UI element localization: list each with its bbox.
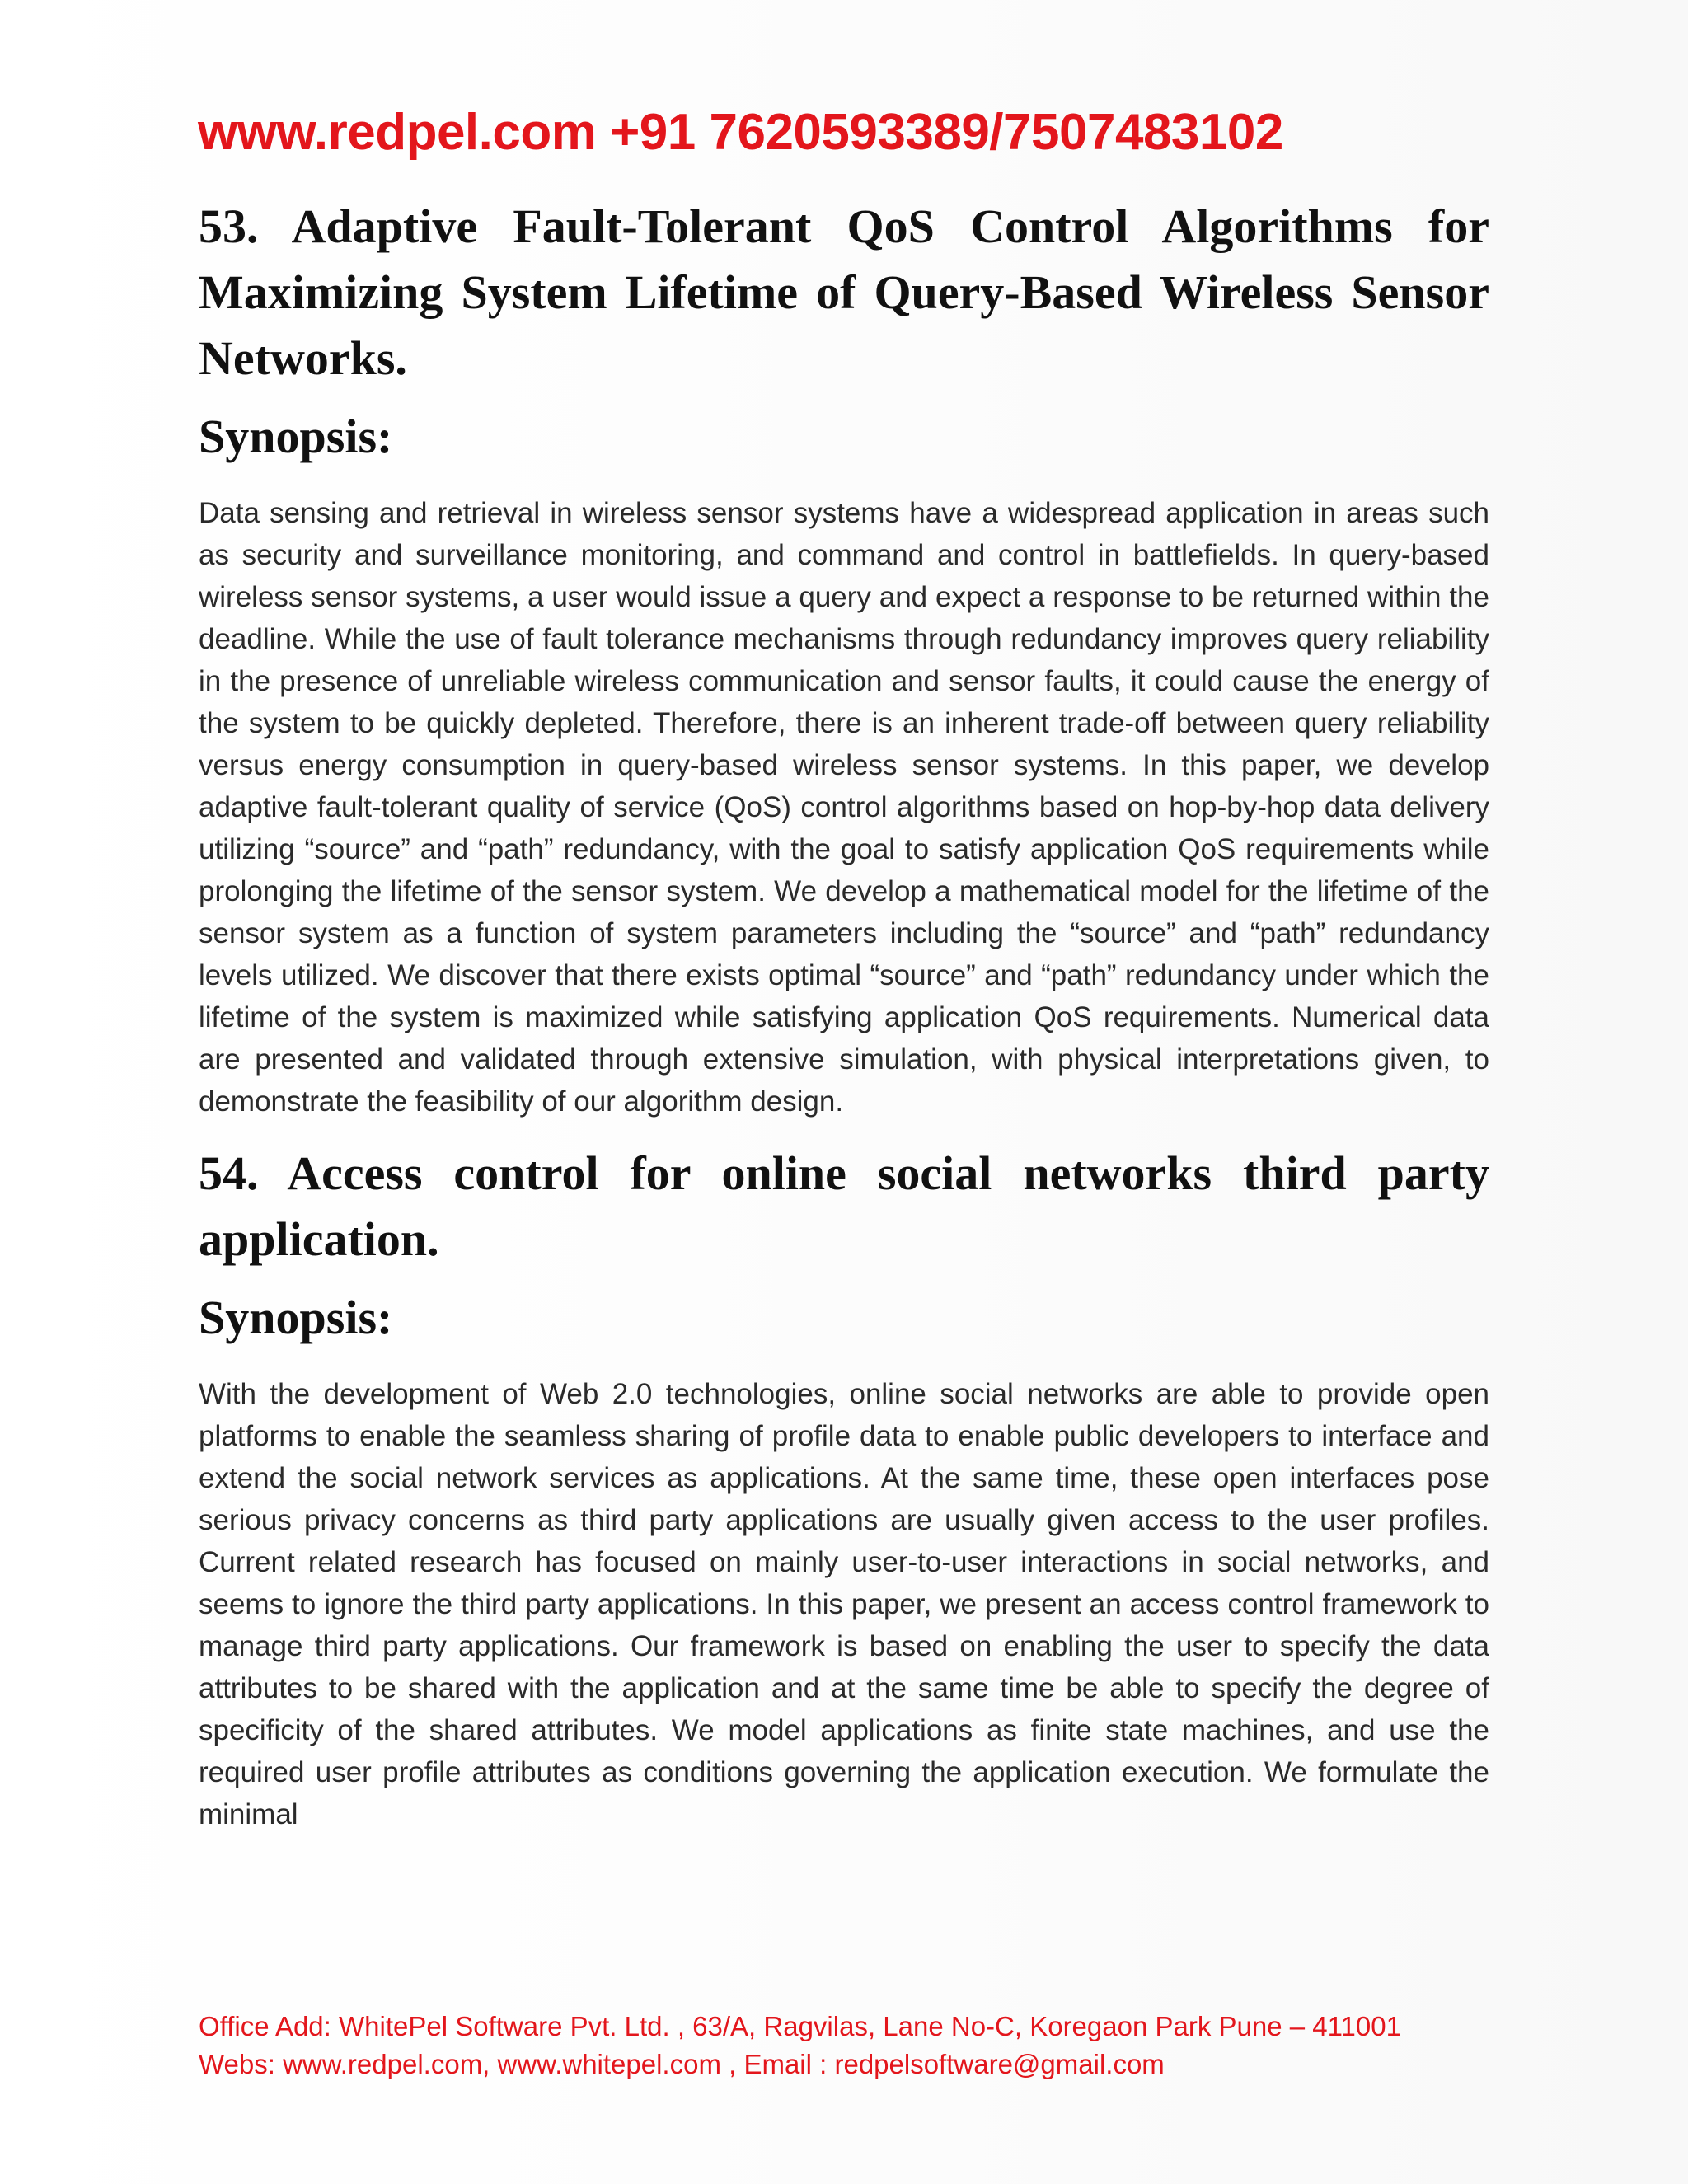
section-54-body: With the development of Web 2.0 technologies, online social networks are able to provide open platforms to enable the seamless sharing of profile data to enable public developers to interface and extend the social network services as applications. At the same time, these open interfaces pose serious privacy concerns as third party applications are usually given access to the user profiles. Current related research has focused on mainly user-to-user interactions in social networks, and seems to ignore the third party applications. In this paper, we present an access control framework to manage third party applications. Our framework is based on enabling the user to specify the data attributes to be shared with the application and at the same time be able to specify the degree of specificity of the shared attributes. We model applications as finite state machines, and use the required user profile attributes as conditions governing the application execution. We formulate the minimal (199, 1378, 1489, 1830)
document-content (199, 194, 1489, 1830)
section-53-synopsis-heading: Synopsis: (199, 410, 393, 463)
footer-address: Office Add: WhitePel Software Pvt. Ltd. , 63/A, Ragvilas, Lane No-C, Koregaon Park Pune – 411001 (199, 2011, 1401, 2041)
footer (199, 2008, 1401, 2083)
footer-webs: Webs: www.redpel.com, www.whitepel.com , Email : redpelsoftware@gmail.com (199, 2049, 1165, 2079)
section-54-title: 54. Access control for online social networks third party application. (199, 1146, 1489, 1266)
header-contact: www.redpel.com +91 7620593389/7507483102 (198, 104, 1283, 161)
section-53-body: Data sensing and retrieval in wireless sensor systems have a widespread application in areas such as security and surveillance monitoring, and command and control in battlefields. In query-based wireless sensor systems, a user would issue a query and expect a response to be returned within the deadline. While the use of fault tolerance mechanisms through redundancy improves query reliability in the presence of unreliable wireless communication and sensor faults, it could cause the energy of the system to be quickly depleted. Therefore, there is an inherent trade-off between query reliability versus energy consumption in query-based wireless sensor systems. In this paper, we develop adaptive fault-tolerant quality of service (QoS) control algorithms based on hop-by-hop data delivery utilizing “source” and “path” redundancy, with the goal to satisfy application QoS requirements while prolonging the lifetime of the sensor system. We develop a mathematical model for the lifetime of the sensor system as a function of system parameters including the “source” and “path” redundancy levels utilized. We discover that there exists optimal “source” and “path” redundancy under which the lifetime of the system is maximized while satisfying application QoS requirements. Numerical data are presented and validated through extensive simulation, with physical interpretations given, to demonstrate the feasibility of our algorithm design. (199, 497, 1489, 1118)
section-54-synopsis-heading: Synopsis: (199, 1291, 393, 1344)
section-53-title: 53. Adaptive Fault-Tolerant QoS Control Algorithms for Maximizing System Lifetime of Query-Based Wireless Sensor Networks. (199, 199, 1489, 385)
